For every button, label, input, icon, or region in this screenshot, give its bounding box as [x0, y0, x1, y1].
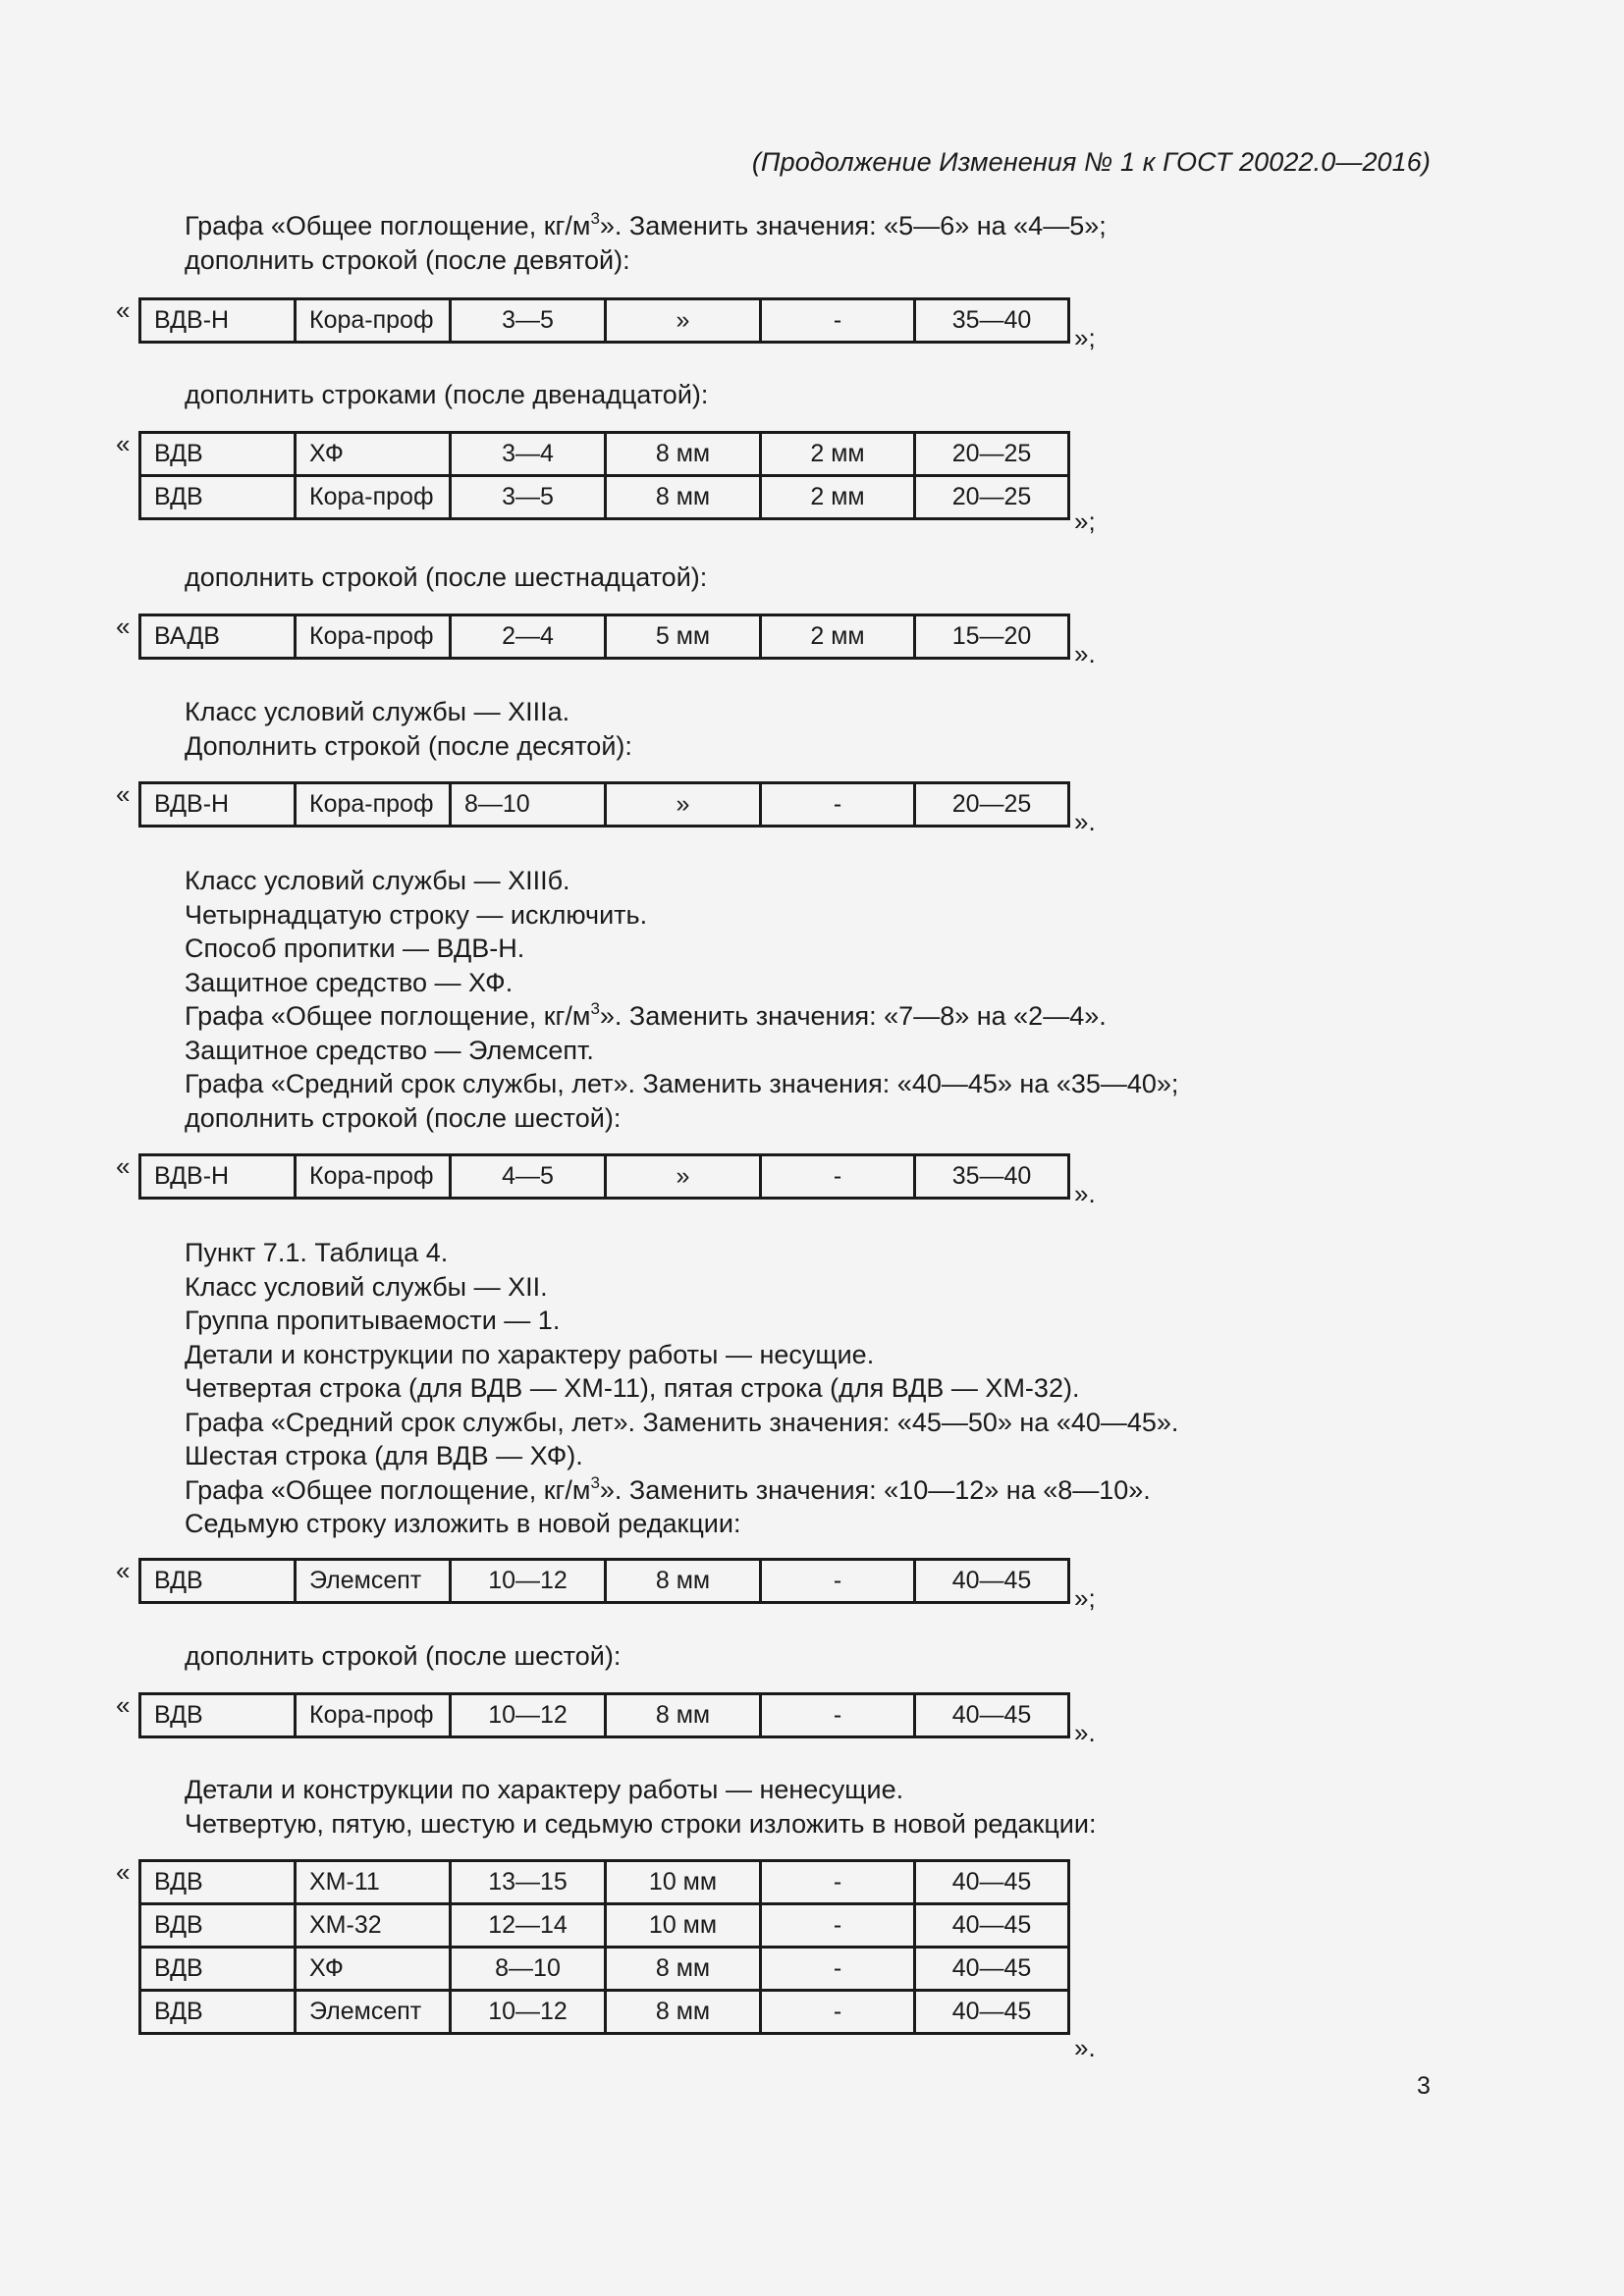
- paragraph-line: Защитное средство — Элемсепт.: [185, 1035, 594, 1065]
- insert-table-6: [138, 1558, 1070, 1604]
- table-cell: 40—45: [915, 1991, 1069, 2034]
- paragraph-4: [185, 695, 632, 763]
- paragraph-line: Класс условий службы — XIIIа.: [185, 697, 570, 726]
- paragraph-line: Группа пропитываемости — 1.: [185, 1306, 561, 1335]
- paragraph-2: [185, 378, 708, 412]
- paragraph-line: Пункт 7.1. Таблица 4.: [185, 1238, 449, 1267]
- table-cell: 40—45: [915, 1694, 1069, 1737]
- table-cell: ВДВ: [140, 476, 296, 519]
- table-cell: -: [761, 1904, 915, 1948]
- paragraph-line: Шестая строка (для ВДВ — ХФ).: [185, 1441, 583, 1470]
- table-row: [140, 1991, 1069, 2034]
- opening-quote: «: [116, 779, 131, 809]
- table-cell: ВДВ: [140, 1560, 296, 1603]
- paragraph-line: [185, 999, 1178, 1034]
- table-cell: »: [606, 1155, 761, 1199]
- table-cell: 20—25: [915, 476, 1069, 519]
- paragraph-line: Седьмую строку изложить в новой редакции:: [185, 1509, 741, 1538]
- table-row: [140, 1948, 1069, 1991]
- superscript: 3: [590, 1472, 600, 1492]
- table-cell: ВДВ-Н: [140, 783, 296, 827]
- table-cell: -: [761, 1991, 915, 2034]
- table-cell: 40—45: [915, 1948, 1069, 1991]
- table-row: [140, 1694, 1069, 1737]
- table-cell: 2 мм: [761, 476, 915, 519]
- opening-quote: «: [116, 1556, 131, 1585]
- table-cell: -: [761, 1560, 915, 1603]
- table-cell: -: [761, 1948, 915, 1991]
- table-cell: 4—5: [451, 1155, 606, 1199]
- paragraph-line: [185, 1473, 1178, 1508]
- table-cell: 8 мм: [606, 1560, 761, 1603]
- paragraph-line: Класс условий службы — XII.: [185, 1271, 548, 1302]
- table-cell: 35—40: [915, 1155, 1069, 1199]
- table-cell: 35—40: [915, 299, 1069, 343]
- table-cell: ВАДВ: [140, 615, 296, 659]
- paragraph-8: [185, 1773, 1096, 1841]
- table-cell: »: [606, 299, 761, 343]
- table-cell: ХМ-32: [296, 1904, 451, 1948]
- table-cell: 40—45: [915, 1560, 1069, 1603]
- paragraph-6: [185, 1236, 1178, 1541]
- opening-quote: «: [116, 1857, 131, 1887]
- paragraph-line: Класс условий службы — XIIIб.: [185, 866, 570, 895]
- table-row: [140, 615, 1069, 659]
- opening-quote: «: [116, 1690, 131, 1720]
- table-cell: 2 мм: [761, 433, 915, 476]
- table-cell: Кора-проф: [296, 615, 451, 659]
- table-cell: 10—12: [451, 1991, 606, 2034]
- table-cell: 8 мм: [606, 1948, 761, 1991]
- superscript: 3: [590, 209, 600, 228]
- paragraph-line: дополнить строкой (после шестнадцатой):: [185, 562, 708, 592]
- text-fragment: Графа «Общее поглощение, кг/м: [185, 1474, 591, 1505]
- paragraph-line: Графа «Средний срок службы, лет». Заменить значения: «45—50» на «40—45».: [185, 1407, 1179, 1437]
- text-fragment: ». Заменить значения: «7—8» на «2—4».: [599, 1001, 1107, 1031]
- superscript: 3: [590, 999, 600, 1018]
- paragraph-line: [185, 209, 1107, 243]
- table-row: [140, 783, 1069, 827]
- paragraph-line: дополнить строкой (после шестой):: [185, 1102, 622, 1133]
- document-header: (Продолжение Изменения № 1 к ГОСТ 20022.0—2016): [751, 147, 1431, 177]
- table-cell: Элемсепт: [296, 1560, 451, 1603]
- table-row: [140, 476, 1069, 519]
- text-fragment: ». Заменить значения: «10—12» на «8—10».: [599, 1474, 1151, 1505]
- paragraph-line: Детали и конструкции по характеру работы — ненесущие.: [185, 1775, 904, 1804]
- paragraph-line: Четвертую, пятую, шестую и седьмую строки изложить в новой редакции:: [185, 1808, 1097, 1839]
- table-row: [140, 1904, 1069, 1948]
- paragraph-3: [185, 561, 707, 595]
- insert-table-1: [138, 297, 1070, 344]
- table-cell: 3—4: [451, 433, 606, 476]
- insert-table-8: [138, 1859, 1070, 2035]
- paragraph-line: дополнить строкой (после девятой):: [185, 244, 630, 275]
- table-cell: -: [761, 1861, 915, 1904]
- table-cell: ВДВ: [140, 1694, 296, 1737]
- paragraph-1: [185, 209, 1107, 277]
- table-cell: ВДВ: [140, 1861, 296, 1904]
- table-cell: 2—4: [451, 615, 606, 659]
- table-cell: -: [761, 299, 915, 343]
- text-fragment: Графа «Общее поглощение, кг/м: [185, 1001, 591, 1031]
- table-cell: Элемсепт: [296, 1991, 451, 2034]
- table-cell: Кора-проф: [296, 783, 451, 827]
- table-cell: 12—14: [451, 1904, 606, 1948]
- table-cell: Кора-проф: [296, 476, 451, 519]
- table-cell: ВДВ-Н: [140, 1155, 296, 1199]
- opening-quote: «: [116, 429, 131, 458]
- table-cell: 5 мм: [606, 615, 761, 659]
- paragraph-line: дополнить строками (после двенадцатой):: [185, 380, 709, 409]
- table-cell: Кора-проф: [296, 1155, 451, 1199]
- paragraph-line: Четырнадцатую строку — исключить.: [185, 899, 648, 930]
- table-cell: 15—20: [915, 615, 1069, 659]
- table-cell: 8 мм: [606, 1991, 761, 2034]
- table-cell: 8—10: [451, 783, 606, 827]
- table-cell: 40—45: [915, 1904, 1069, 1948]
- table-cell: 10 мм: [606, 1861, 761, 1904]
- table-row: [140, 1560, 1069, 1603]
- table-cell: -: [761, 783, 915, 827]
- table-cell: ВДВ: [140, 433, 296, 476]
- insert-table-2: [138, 431, 1070, 520]
- table-cell: 2 мм: [761, 615, 915, 659]
- table-cell: Кора-проф: [296, 1694, 451, 1737]
- table-cell: ВДВ-Н: [140, 299, 296, 343]
- paragraph-line: Способ пропитки — ВДВ-Н.: [185, 934, 525, 963]
- insert-table-7: [138, 1692, 1070, 1738]
- table-cell: 20—25: [915, 433, 1069, 476]
- insert-table-5: [138, 1153, 1070, 1200]
- table-row: [140, 433, 1069, 476]
- paragraph-line: Детали и конструкции по характеру работы — несущие.: [185, 1339, 875, 1369]
- table-cell: ВДВ: [140, 1904, 296, 1948]
- table-cell: 8 мм: [606, 1694, 761, 1737]
- paragraph-7: [185, 1639, 621, 1674]
- table-cell: ВДВ: [140, 1991, 296, 2034]
- text-fragment: Графа «Общее поглощение, кг/м: [185, 211, 591, 240]
- opening-quote: «: [116, 295, 131, 325]
- table-cell: -: [761, 1694, 915, 1737]
- text-fragment: ». Заменить значения: «5—6» на «4—5»;: [599, 211, 1107, 240]
- table-cell: Кора-проф: [296, 299, 451, 343]
- table-cell: 8 мм: [606, 433, 761, 476]
- table-row: [140, 299, 1069, 343]
- table-cell: 20—25: [915, 783, 1069, 827]
- table-row: [140, 1155, 1069, 1199]
- table-cell: ВДВ: [140, 1948, 296, 1991]
- insert-table-3: [138, 614, 1070, 660]
- insert-table-4: [138, 781, 1070, 828]
- opening-quote: «: [116, 1151, 131, 1181]
- table-cell: ХФ: [296, 1948, 451, 1991]
- table-cell: 10—12: [451, 1560, 606, 1603]
- paragraph-5: [185, 864, 1178, 1135]
- page-number: 3: [1417, 2072, 1431, 2100]
- table-cell: 10—12: [451, 1694, 606, 1737]
- table-cell: 13—15: [451, 1861, 606, 1904]
- table-cell: 3—5: [451, 299, 606, 343]
- opening-quote: «: [116, 612, 131, 641]
- table-cell: 8 мм: [606, 476, 761, 519]
- table-cell: ХФ: [296, 433, 451, 476]
- paragraph-line: Дополнить строкой (после десятой):: [185, 730, 632, 761]
- table-cell: 8—10: [451, 1948, 606, 1991]
- paragraph-line: Графа «Средний срок службы, лет». Заменить значения: «40—45» на «35—40»;: [185, 1069, 1179, 1098]
- table-cell: 10 мм: [606, 1904, 761, 1948]
- table-cell: 40—45: [915, 1861, 1069, 1904]
- table-row: [140, 1861, 1069, 1904]
- table-cell: ХМ-11: [296, 1861, 451, 1904]
- paragraph-line: Четвертая строка (для ВДВ — ХМ-11), пятая строка (для ВДВ — ХМ-32).: [185, 1373, 1080, 1403]
- table-cell: »: [606, 783, 761, 827]
- table-cell: 3—5: [451, 476, 606, 519]
- paragraph-line: Защитное средство — ХФ.: [185, 967, 514, 997]
- table-cell: -: [761, 1155, 915, 1199]
- paragraph-line: дополнить строкой (после шестой):: [185, 1641, 622, 1671]
